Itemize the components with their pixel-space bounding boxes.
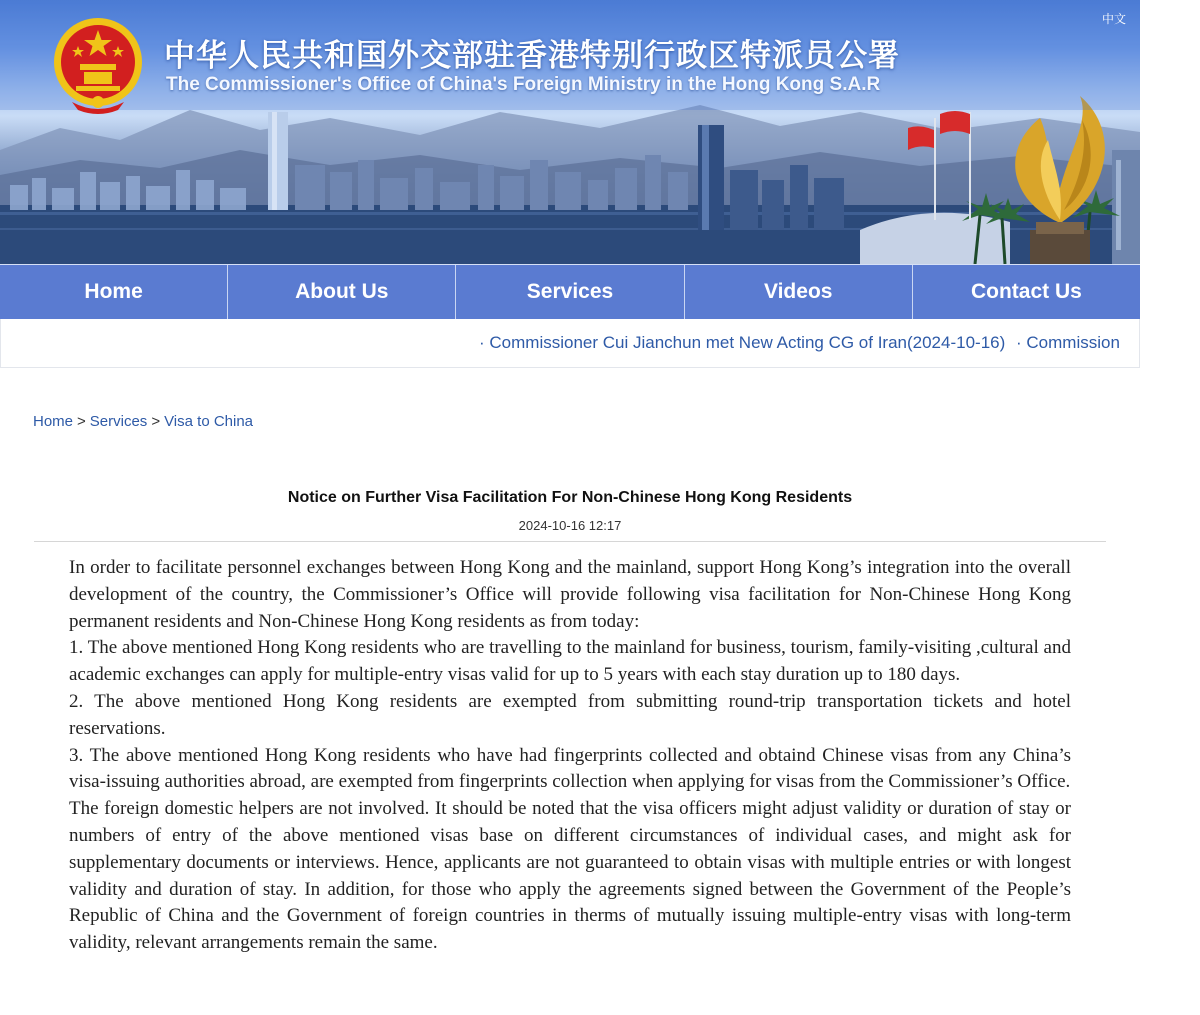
article-paragraph: The foreign domestic helpers are not involved. It should be noted that the visa officers might adjust validity or duration of stay or numbers of entry of the above mentioned visas base on different circumstances of individual cases, and might ask for supplementary documents or interviews. Hence, applicants are not guaranteed to obtain visas with multiple entries or with longest validity and duration of stay. In addition, for those who apply the agreements signed between the Government of the People’s Republic of China and the Government of foreign countries in therms of mutually issuing multiple-entry visas with long-term validity, relevant arrangements remain the same. (69, 798, 1071, 954)
article-paragraph: 3. The above mentioned Hong Kong residents who have had fingerprints collected and obtaind Chinese visas from any China’s visa-issuing authorities abroad, are exempted from fingerprints collection when applying for visas from the Commissioner’s Office. (69, 744, 1071, 793)
site-title-chinese: 中华人民共和国外交部驻香港特别行政区特派员公署 (164, 38, 900, 74)
article-body (69, 555, 1071, 957)
breadcrumb-separator: > (77, 413, 86, 430)
article-paragraph: In order to facilitate personnel exchanges between Hong Kong and the mainland, support Hong Kong’s integration into the overall development of the country, the Commissioner’s Office will provide following visa facilitation for Non-Chinese Hong Kong permanent residents and Non-Chinese Hong Kong residents as from today: (69, 557, 1071, 632)
nav-services[interactable]: Services (456, 265, 684, 319)
ticker-news-link[interactable]: · Commission (1016, 333, 1120, 352)
breadcrumb-separator: > (151, 413, 161, 430)
site-title-english: The Commissioner's Office of China's Foreign Ministry in the Hong Kong S.A.R (166, 74, 881, 95)
breadcrumb-home-link[interactable]: Home (33, 413, 74, 430)
breadcrumb-current-link[interactable]: Visa to China (164, 413, 254, 430)
breadcrumb (33, 413, 253, 430)
ticker-track (479, 333, 1120, 353)
breadcrumb-services-link[interactable]: Services (89, 413, 148, 430)
article-title: Notice on Further Visa Facilitation For Non-Chinese Hong Kong Residents (287, 489, 853, 506)
nav-contact-us[interactable]: Contact Us (970, 280, 1082, 303)
language-switch-link[interactable]: 中文 (1101, 12, 1126, 26)
nav-about-us[interactable]: About Us (228, 265, 456, 319)
article-date: 2024-10-16 12:17 (518, 518, 622, 533)
site-container (0, 0, 1140, 368)
news-ticker (0, 319, 1140, 368)
header-banner (0, 0, 1140, 264)
article-paragraph: 1. The above mentioned Hong Kong residents who are travelling to the mainland for business, tourism, family-visiting ,cultural and academic exchanges can apply for multiple-entry visas valid for up to 5 years with each stay duration up to 180 days. (69, 637, 1071, 686)
main-nav (0, 264, 1140, 319)
article-paragraph: 2. The above mentioned Hong Kong residents are exempted from submitting round-trip transportation tickets and hotel reservations. (69, 690, 1071, 739)
nav-videos[interactable]: Videos (685, 265, 913, 319)
ticker-news-link[interactable]: · Commissioner Cui Jianchun met New Acting CG of Iran(2024-10-16) (479, 333, 1006, 352)
title-divider (34, 541, 1106, 542)
national-emblem-icon (52, 16, 144, 114)
nav-home[interactable]: Home (0, 265, 228, 319)
